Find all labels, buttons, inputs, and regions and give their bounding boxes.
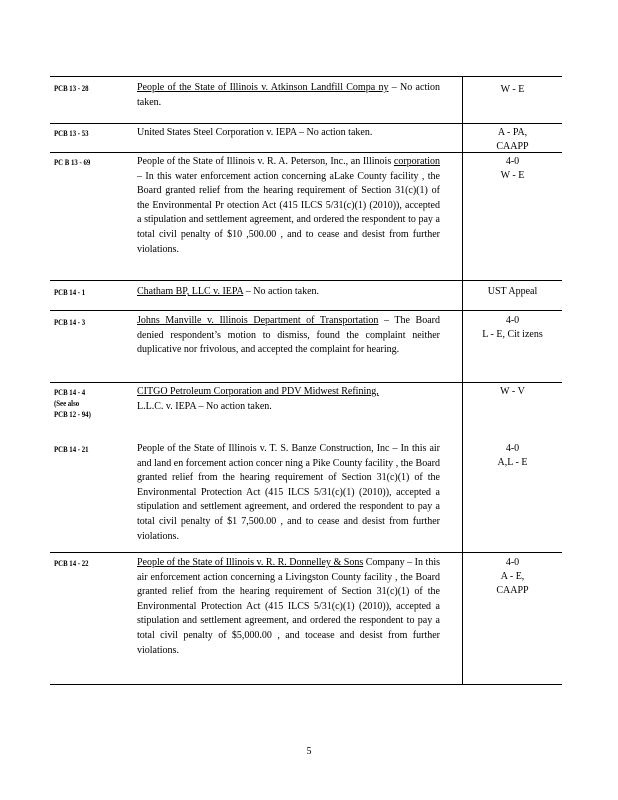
case-number: PCB 13 - 53 — [54, 128, 89, 138]
table-row — [50, 123, 562, 153]
vote-status: W - E — [500, 84, 525, 95]
vote-status: 4-0 A - E, CAAPP — [496, 557, 529, 596]
case-title: People of the State of Illinois v. R. R. Donnelley & Sons — [137, 557, 364, 568]
page-number: 5 — [306, 746, 312, 757]
vote-status: W - V — [500, 386, 525, 397]
vote-status: 4-0 L - E, Cit izens — [482, 315, 543, 340]
case-description: People of the State of Illinois v. R. R. Donnelley & Sons Company – In this air enforcement action concerning a Livingston County facility , the Board granted relief from the hearing requirement of Section 31(c)(1) of the Environmental Protection Act (415 ILCS 5/31(c)(1) (2010)), accepted a stipulation and settlement agreement, and ordered the respondent to pay a total civil penalty of $5,000.00 , and tocease and desist from further violations. — [137, 557, 440, 656]
case-number: PCB 14 - 22 — [54, 558, 89, 568]
table-row — [50, 280, 562, 311]
table-row — [50, 310, 562, 383]
case-number: PCB 14 - 3 — [54, 317, 86, 327]
case-title: CITGO Petroleum Corporation and PDV Midwest Refining, — [137, 386, 379, 397]
case-title: People of the State of Illinois v. Atkinson Landfill Compa ny — [137, 82, 389, 93]
case-description: United States Steel Corporation v. IEPA – No action taken. — [137, 127, 373, 138]
case-title: Chatham BP, LLC v. IEPA — [137, 286, 244, 297]
vote-status: A - PA, CAAPP — [496, 127, 529, 152]
case-description: Chatham BP, LLC v. IEPA – No action taken. — [137, 286, 320, 297]
case-number: PCB 14 - 4 (See also PCB 12 - 94) — [54, 387, 91, 419]
case-description: People of the State of Illinois v. R. A. Peterson, Inc., an Illinois corporation – In this water enforcement action concerning aLake County facility , the Board granted relief from the hearing requirement of Section 31(c)(1) of the Environmental Pr otection Act (415 ILCS 5/31(c)(1) (2010)), accepted a stipulation and settlement agreement, and ordered the respondent to pay a total civil penalty of $10 ,500.00 , and to cease and desist from further violations. — [137, 156, 440, 255]
vote-status: 4-0 A,L - E — [497, 443, 528, 468]
vote-status: 4-0 W - E — [500, 156, 525, 181]
table-row — [50, 382, 562, 553]
case-description: CITGO Petroleum Corporation and PDV Midwest Refining, L.L.C. v. IEPA – No action taken. — [137, 386, 379, 412]
case-number: PCB 14 - 21 — [54, 444, 89, 454]
table-row — [50, 552, 562, 685]
case-description: People of the State of Illinois v. Atkinson Landfill Compa ny – No action taken. — [137, 82, 440, 108]
case-number: PCB 14 - 1 — [54, 287, 86, 297]
table-row — [50, 152, 562, 281]
case-title: corporation — [393, 156, 440, 167]
vote-status: UST Appeal — [487, 286, 538, 297]
case-description: People of the State of Illinois v. T. S. Banze Construction, Inc – In this air and land en forcement action concer ning a Pike County facility , the Board granted relief from the hearing requirement of Section 31(c)(1) of the Environmental Protection Act (415 ILCS 5/31(c)(1) (2010)), accepted a stipulation and settlement agreement, and ordered the respondent to pay a total civil penalty of $1 7,500.00 , and to cease and desist from further violations. — [137, 443, 440, 542]
case-number: PC B 13 - 69 — [54, 157, 91, 167]
case-description: Johns Manville v. Illinois Department of Transportation – The Board denied respondent’s motion to dismiss, found the complaint neither duplicative nor frivolous, and accepted the complaint for hearing. — [137, 315, 440, 356]
table-row — [50, 76, 562, 124]
case-title: Johns Manville v. Illinois Department of Transportation — [137, 315, 379, 326]
case-number: PCB 13 - 28 — [54, 83, 89, 93]
